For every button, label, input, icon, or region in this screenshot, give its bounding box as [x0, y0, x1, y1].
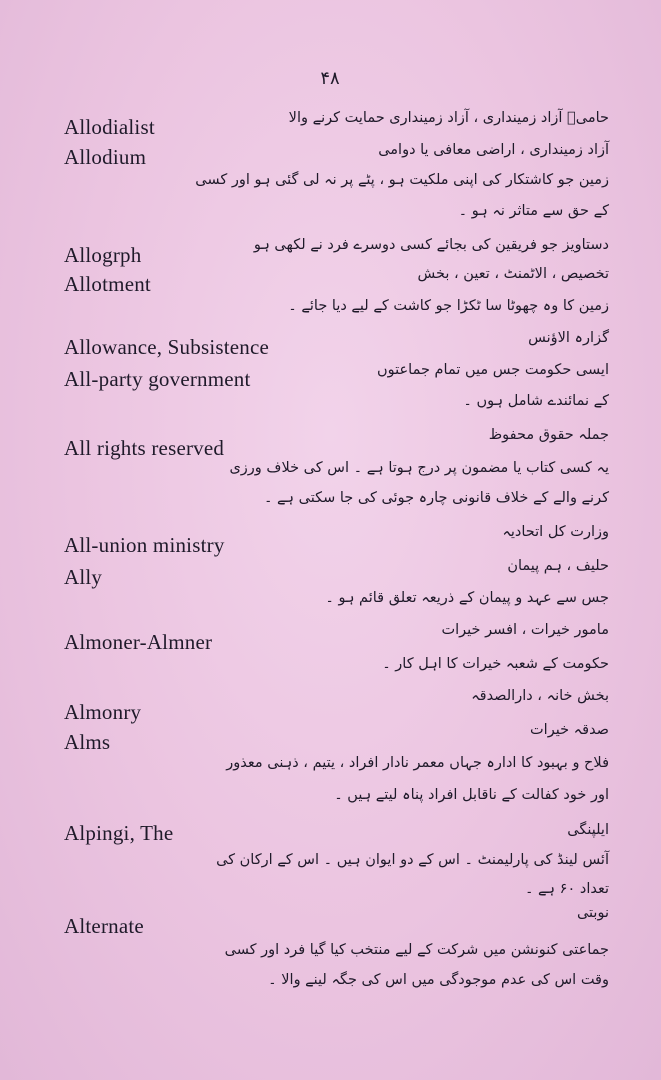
- term-allodium: Allodium: [64, 145, 147, 169]
- meaning-alternate: نوبتی: [576, 905, 609, 921]
- term-allotment: Allotment: [64, 272, 151, 296]
- term-all-union-ministry: All-union ministry: [64, 533, 225, 557]
- meaning-all-rights: جملہ حقوق محفوظ: [488, 427, 609, 443]
- term-allodialist: Allodialist: [64, 115, 155, 139]
- meaning-all-rights-line3: کرنے والے کے خلاف قانونی چارہ جوئی کی جا سکتی ہے ۔: [263, 490, 609, 506]
- meaning-allodialist: حامیؔ آزاد زمینداری ، آزاد زمینداری حمایت کرنے والا: [288, 110, 609, 126]
- term-all-rights-reserved: All rights reserved: [64, 436, 225, 460]
- meaning-allodium: آزاد زمینداری ، اراضی معافی یا دوامی: [378, 142, 609, 158]
- term-alpingi-the: Alpingi, The: [64, 821, 174, 845]
- meaning-alms-line2: فلاح و بہبود کا ادارہ جہاں معمر نادار افراد ، یتیم ، ذہنی معذور: [226, 755, 609, 771]
- meaning-alms: صدقہ خیرات: [530, 722, 609, 738]
- term-allowance-subsistence: Allowance, Subsistence: [64, 335, 270, 359]
- meaning-alpingi-line2: آئس لینڈ کی پارلیمنٹ ۔ اس کے دو ایوان ہیں ۔ اس کے ارکان کی: [216, 852, 609, 868]
- meaning-ally: حلیف ، ہم پیمان: [507, 558, 609, 574]
- term-alternate: Alternate: [64, 914, 144, 938]
- meaning-allotment: تخصیص ، الاٹمنٹ ، تعین ، بخش: [417, 266, 609, 282]
- meaning-allodium-line2: زمین جو کاشتکار کی اپنی ملکیت ہو ، پٹے پر نہ لی گئی ہو اور کسی: [195, 172, 609, 188]
- term-allogrph: Allogrph: [64, 243, 142, 267]
- meaning-almoner-line2: حکومت کے شعبہ خیرات کا اہل کار ۔: [382, 656, 609, 672]
- meaning-all-rights-line2: یہ کسی کتاب یا مضمون پر درج ہوتا ہے ۔ اس کی خلاف ورزی: [229, 460, 609, 476]
- meaning-alternate-line3: وقت اس کی عدم موجودگی میں اس کی جگہ لینے والا ۔: [268, 972, 609, 988]
- page-number: ۴۸: [320, 68, 340, 89]
- term-all-party-government: All-party government: [64, 367, 251, 391]
- meaning-allogrph: دستاویز جو فریقین کی بجائے کسی دوسرے فرد نے لکھی ہو: [253, 237, 609, 253]
- term-almonry: Almonry: [64, 700, 142, 724]
- meaning-all-union: وزارت کل اتحادیہ: [502, 524, 609, 540]
- term-almoner-almner: Almoner-Almner: [64, 630, 213, 654]
- term-ally: Ally: [64, 565, 103, 589]
- meaning-all-party-line2: کے نمائندے شامل ہوں ۔: [463, 393, 609, 409]
- meaning-alms-line3: اور خود کفالت کے ناقابل افراد پناہ لیتے ہیں ۔: [334, 787, 609, 803]
- meaning-almoner: مامور خیرات ، افسر خیرات: [441, 622, 609, 638]
- meaning-allowance: گزارہ الاؤنس: [528, 330, 609, 346]
- meaning-allotment-line2: زمین کا وہ چھوٹا سا ٹکڑا جو کاشت کے لیے دیا جائے ۔: [288, 298, 609, 314]
- meaning-alpingi-line3: تعداد ۶۰ ہے ۔: [524, 881, 609, 897]
- term-alms: Alms: [64, 730, 111, 754]
- meaning-ally-line2: جس سے عہد و پیمان کے ذریعہ تعلق قائم ہو ۔: [325, 590, 609, 606]
- meaning-alpingi: ایلپنگی: [567, 822, 609, 838]
- meaning-alternate-line2: جماعتی کنونشن میں شرکت کے لیے منتخب کیا گیا فرد اور کسی: [224, 942, 609, 958]
- meaning-almonry: بخش خانہ ، دارالصدقہ: [471, 688, 609, 704]
- meaning-allodium-line3: کے حق سے متاثر نہ ہو ۔: [458, 203, 609, 219]
- meaning-all-party: ایسی حکومت جس میں تمام جماعتوں: [377, 362, 609, 378]
